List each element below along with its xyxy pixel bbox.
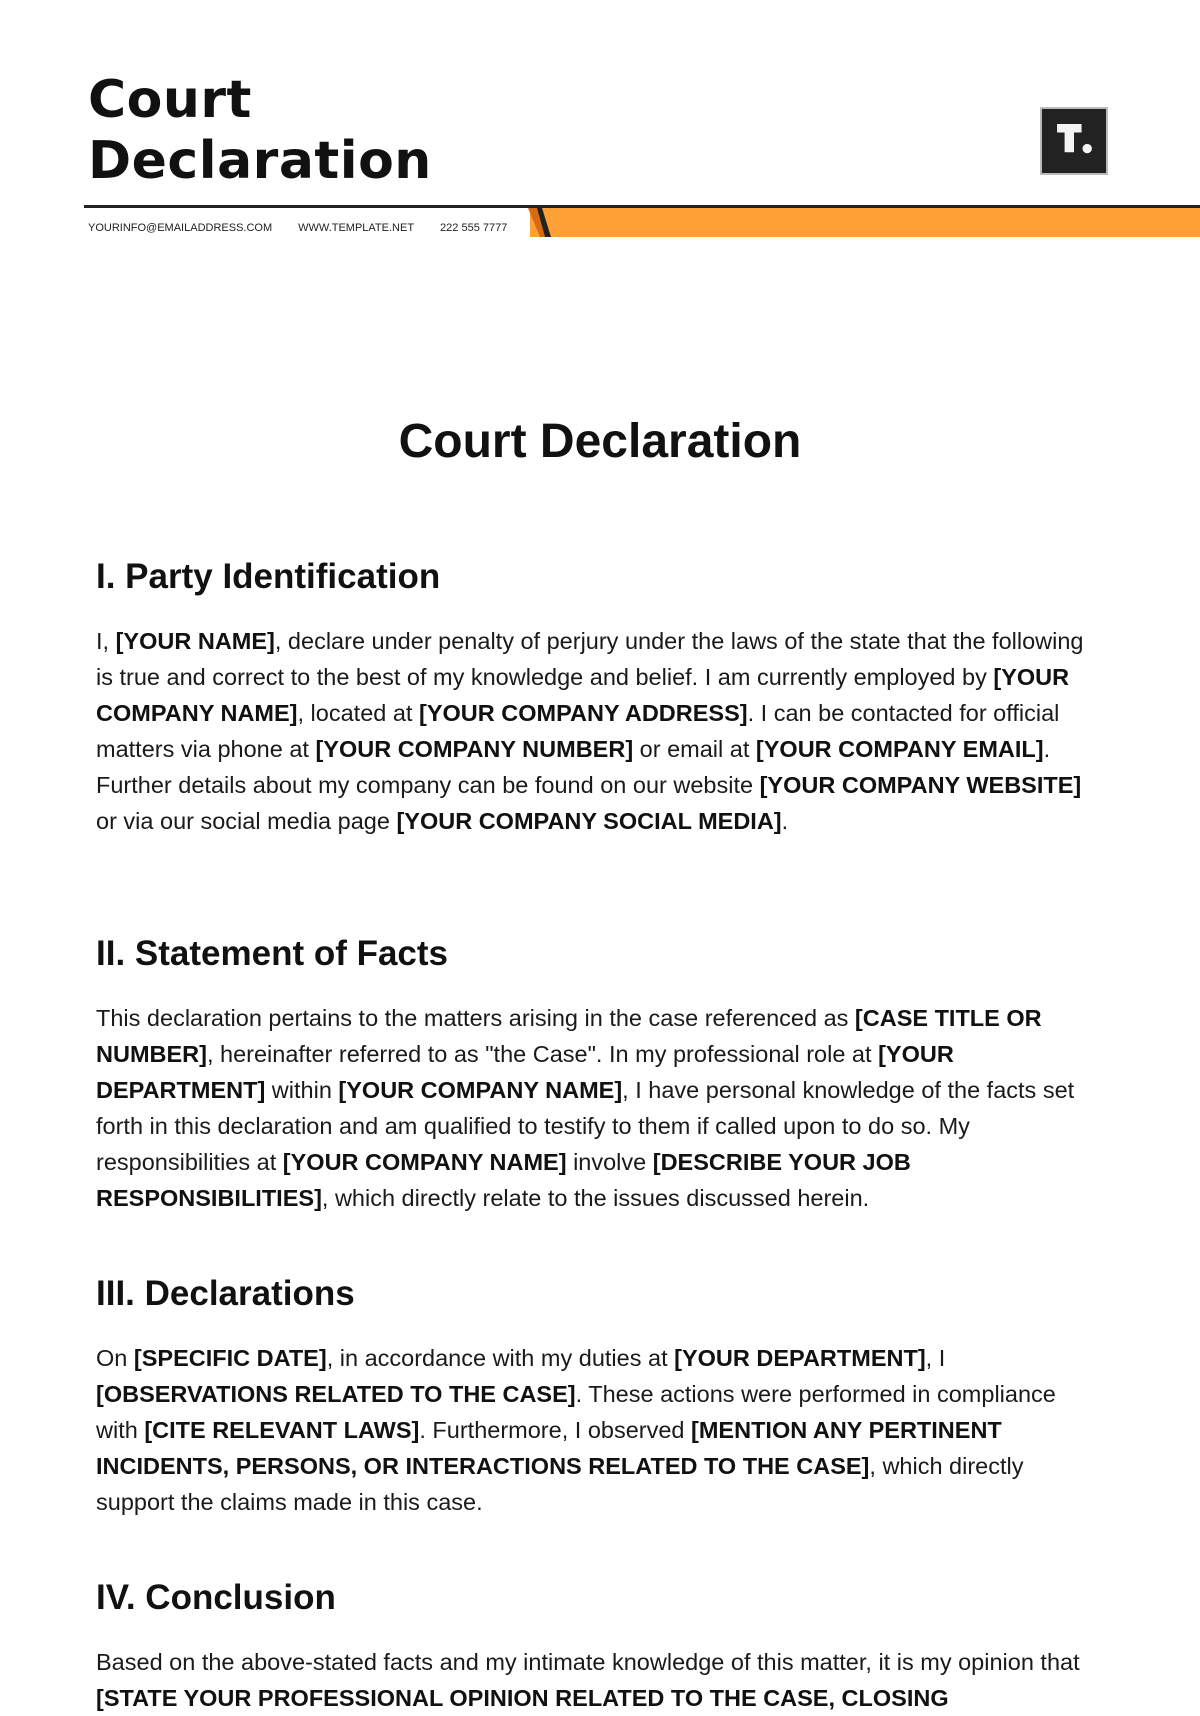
placeholder-field: [YOUR NAME]	[115, 628, 275, 654]
header-accent-slash	[528, 208, 568, 237]
paragraph-text: I,	[96, 628, 116, 654]
placeholder-field: [YOUR COMPANY NUMBER]	[315, 736, 634, 762]
paragraph-text: .	[781, 808, 789, 834]
section-heading: II. Statement of Facts	[96, 934, 449, 973]
placeholder-field: [MENTION ANY PERTINENT INCIDENTS, PERSONS, OR INTERACTIONS RELATED TO THE CASE]	[96, 1417, 1002, 1479]
placeholder-field: [CITE RELEVANT LAWS]	[144, 1417, 420, 1443]
placeholder-field: [YOUR COMPANY ADDRESS]	[419, 700, 748, 726]
section-paragraph	[96, 1000, 1096, 1216]
paragraph-text: , which directly relate to the issues discussed herein.	[321, 1185, 870, 1211]
brand-title-line2: Declaration	[88, 131, 432, 191]
placeholder-field: [YOUR DEPARTMENT]	[674, 1345, 926, 1371]
paragraph-text: , located at	[297, 700, 419, 726]
paragraph-text: within	[265, 1077, 339, 1103]
placeholder-field: [YOUR COMPANY NAME]	[338, 1077, 623, 1103]
section-heading: I. Party Identification	[96, 557, 441, 596]
section-heading: IV. Conclusion	[96, 1578, 336, 1617]
contact-email[interactable]: YOURINFO@EMAILADDRESS.COM	[88, 222, 273, 234]
placeholder-field: [OBSERVATIONS RELATED TO THE CASE]	[96, 1381, 576, 1407]
contact-phone: 222 555 7777	[440, 222, 508, 234]
placeholder-field: [YOUR COMPANY WEBSITE]	[759, 772, 1082, 798]
placeholder-field: [CASE TITLE OR NUMBER]	[96, 1005, 1042, 1067]
paragraph-text: . Further details about my company can be found on our website	[96, 736, 1051, 798]
section-declarations	[96, 1272, 1096, 1520]
placeholder-field: [YOUR COMPANY NAME]	[282, 1149, 567, 1175]
section-conclusion	[96, 1576, 1096, 1716]
document-title: Court Declaration	[398, 415, 802, 468]
paragraph-text: , declare under penalty of perjury under the laws of the state that the following is true and correct to the best of my knowledge and belief. I am currently employed by	[96, 628, 1084, 690]
paragraph-text: . I can be contacted for official matters via phone at	[96, 700, 1060, 762]
header-accent-bar	[530, 208, 1200, 237]
section-paragraph	[96, 1340, 1096, 1520]
paragraph-text: involve	[566, 1149, 653, 1175]
section-paragraph	[96, 623, 1096, 839]
section-heading: III. Declarations	[96, 1274, 355, 1313]
contact-info	[88, 222, 507, 234]
placeholder-field: [STATE YOUR PROFESSIONAL OPINION RELATED TO THE CASE, CLOSING	[96, 1685, 949, 1711]
paragraph-text: Based on the above-stated facts and my intimate knowledge of this matter, it is my opinion that	[96, 1649, 1080, 1675]
paragraph-text: or email at	[633, 736, 756, 762]
section-party-identification	[96, 555, 1096, 839]
paragraph-text: On	[96, 1345, 134, 1371]
paragraph-text: , I have personal knowledge of the facts set forth in this declaration and am qualified to testify to them if called upon to do so. My responsibilities at	[96, 1077, 1075, 1175]
brand-title-line1: Court	[88, 70, 252, 130]
contact-website[interactable]: WWW.TEMPLATE.NET	[298, 222, 415, 234]
section-paragraph	[96, 1644, 1096, 1716]
paragraph-text: . Furthermore, I observed	[419, 1417, 692, 1443]
template-logo-icon	[1040, 107, 1108, 175]
paragraph-text: or via our social media page	[96, 808, 397, 834]
placeholder-field: [YOUR COMPANY SOCIAL MEDIA]	[396, 808, 782, 834]
placeholder-field: [YOUR DEPARTMENT]	[96, 1041, 954, 1103]
placeholder-field: [YOUR COMPANY EMAIL]	[755, 736, 1044, 762]
placeholder-field: [YOUR COMPANY NAME]	[96, 664, 1070, 726]
paragraph-text: This declaration pertains to the matters arising in the case referenced as	[96, 1005, 855, 1031]
paragraph-text: , I	[925, 1345, 946, 1371]
paragraph-text: . These actions were performed in compliance with	[96, 1381, 1056, 1443]
section-statement-of-facts	[96, 932, 1096, 1216]
paragraph-text: , hereinafter referred to as "the Case". In my professional role at	[206, 1041, 879, 1067]
placeholder-field: [SPECIFIC DATE]	[133, 1345, 327, 1371]
paragraph-text: , which directly support the claims made in this case.	[96, 1453, 1024, 1515]
placeholder-field: [DESCRIBE YOUR JOB RESPONSIBILITIES]	[96, 1149, 911, 1211]
paragraph-text: , in accordance with my duties at	[326, 1345, 675, 1371]
brand-title	[88, 70, 432, 192]
